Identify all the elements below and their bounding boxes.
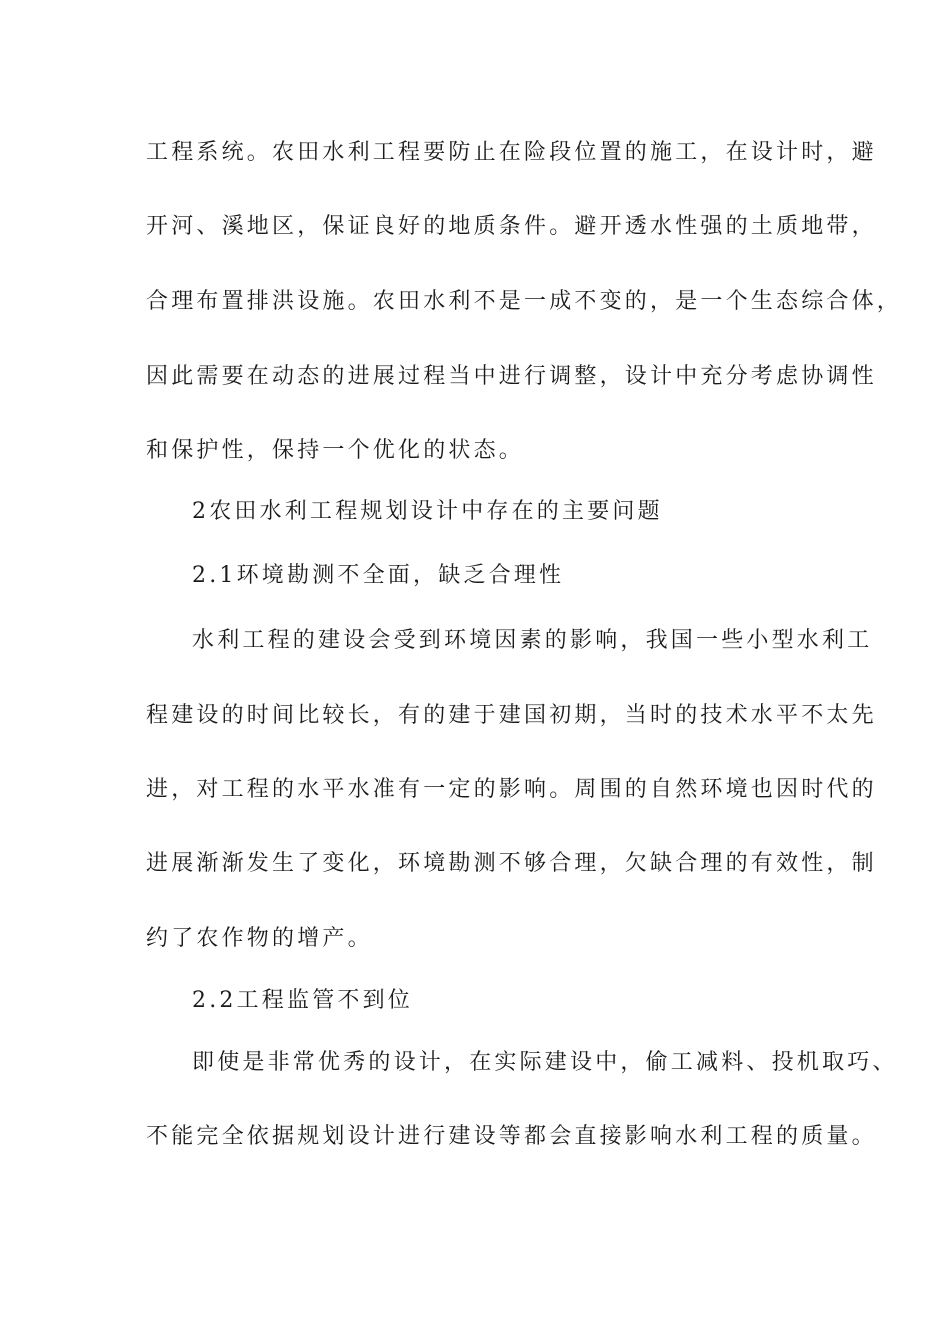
- section-heading: 2农田水利工程规划设计中存在的主要问题: [192, 499, 663, 524]
- paragraph-line: 进展渐渐发生了变化，环境勘测不够合理，欠缺合理的有效性，制: [146, 851, 877, 876]
- paragraph-line: 合理布置排洪设施。农田水利不是一成不变的，是一个生态综合体，: [146, 289, 903, 314]
- paragraph-line: 水利工程的建设会受到环境因素的影响，我国一些小型水利工: [192, 628, 873, 653]
- subsection-heading: 2.2工程监管不到位: [192, 988, 413, 1013]
- paragraph-line: 开河、溪地区，保证良好的地质条件。避开透水性强的土质地带，: [146, 214, 877, 239]
- paragraph-line: 工程系统。农田水利工程要防止在险段位置的施工，在设计时，避: [146, 140, 877, 165]
- subsection-heading: 2.1环境勘测不全面，缺乏合理性: [192, 563, 565, 588]
- paragraph-line: 即使是非常优秀的设计，在实际建设中，偷工减料、投机取巧、: [192, 1050, 898, 1075]
- paragraph-line: 因此需要在动态的进展过程当中进行调整，设计中充分考虑协调性: [146, 364, 877, 389]
- paragraph-line: 进，对工程的水平水准有一定的影响。周围的自然环境也因时代的: [146, 777, 877, 802]
- paragraph-line: 不能完全依据规划设计进行建设等都会直接影响水利工程的质量。: [146, 1124, 877, 1149]
- paragraph-line: 约了农作物的增产。: [146, 926, 373, 951]
- paragraph-line: 程建设的时间比较长，有的建于建国初期，当时的技术水平不太先: [146, 703, 877, 728]
- paragraph-line: 和保护性，保持一个优化的状态。: [146, 438, 525, 463]
